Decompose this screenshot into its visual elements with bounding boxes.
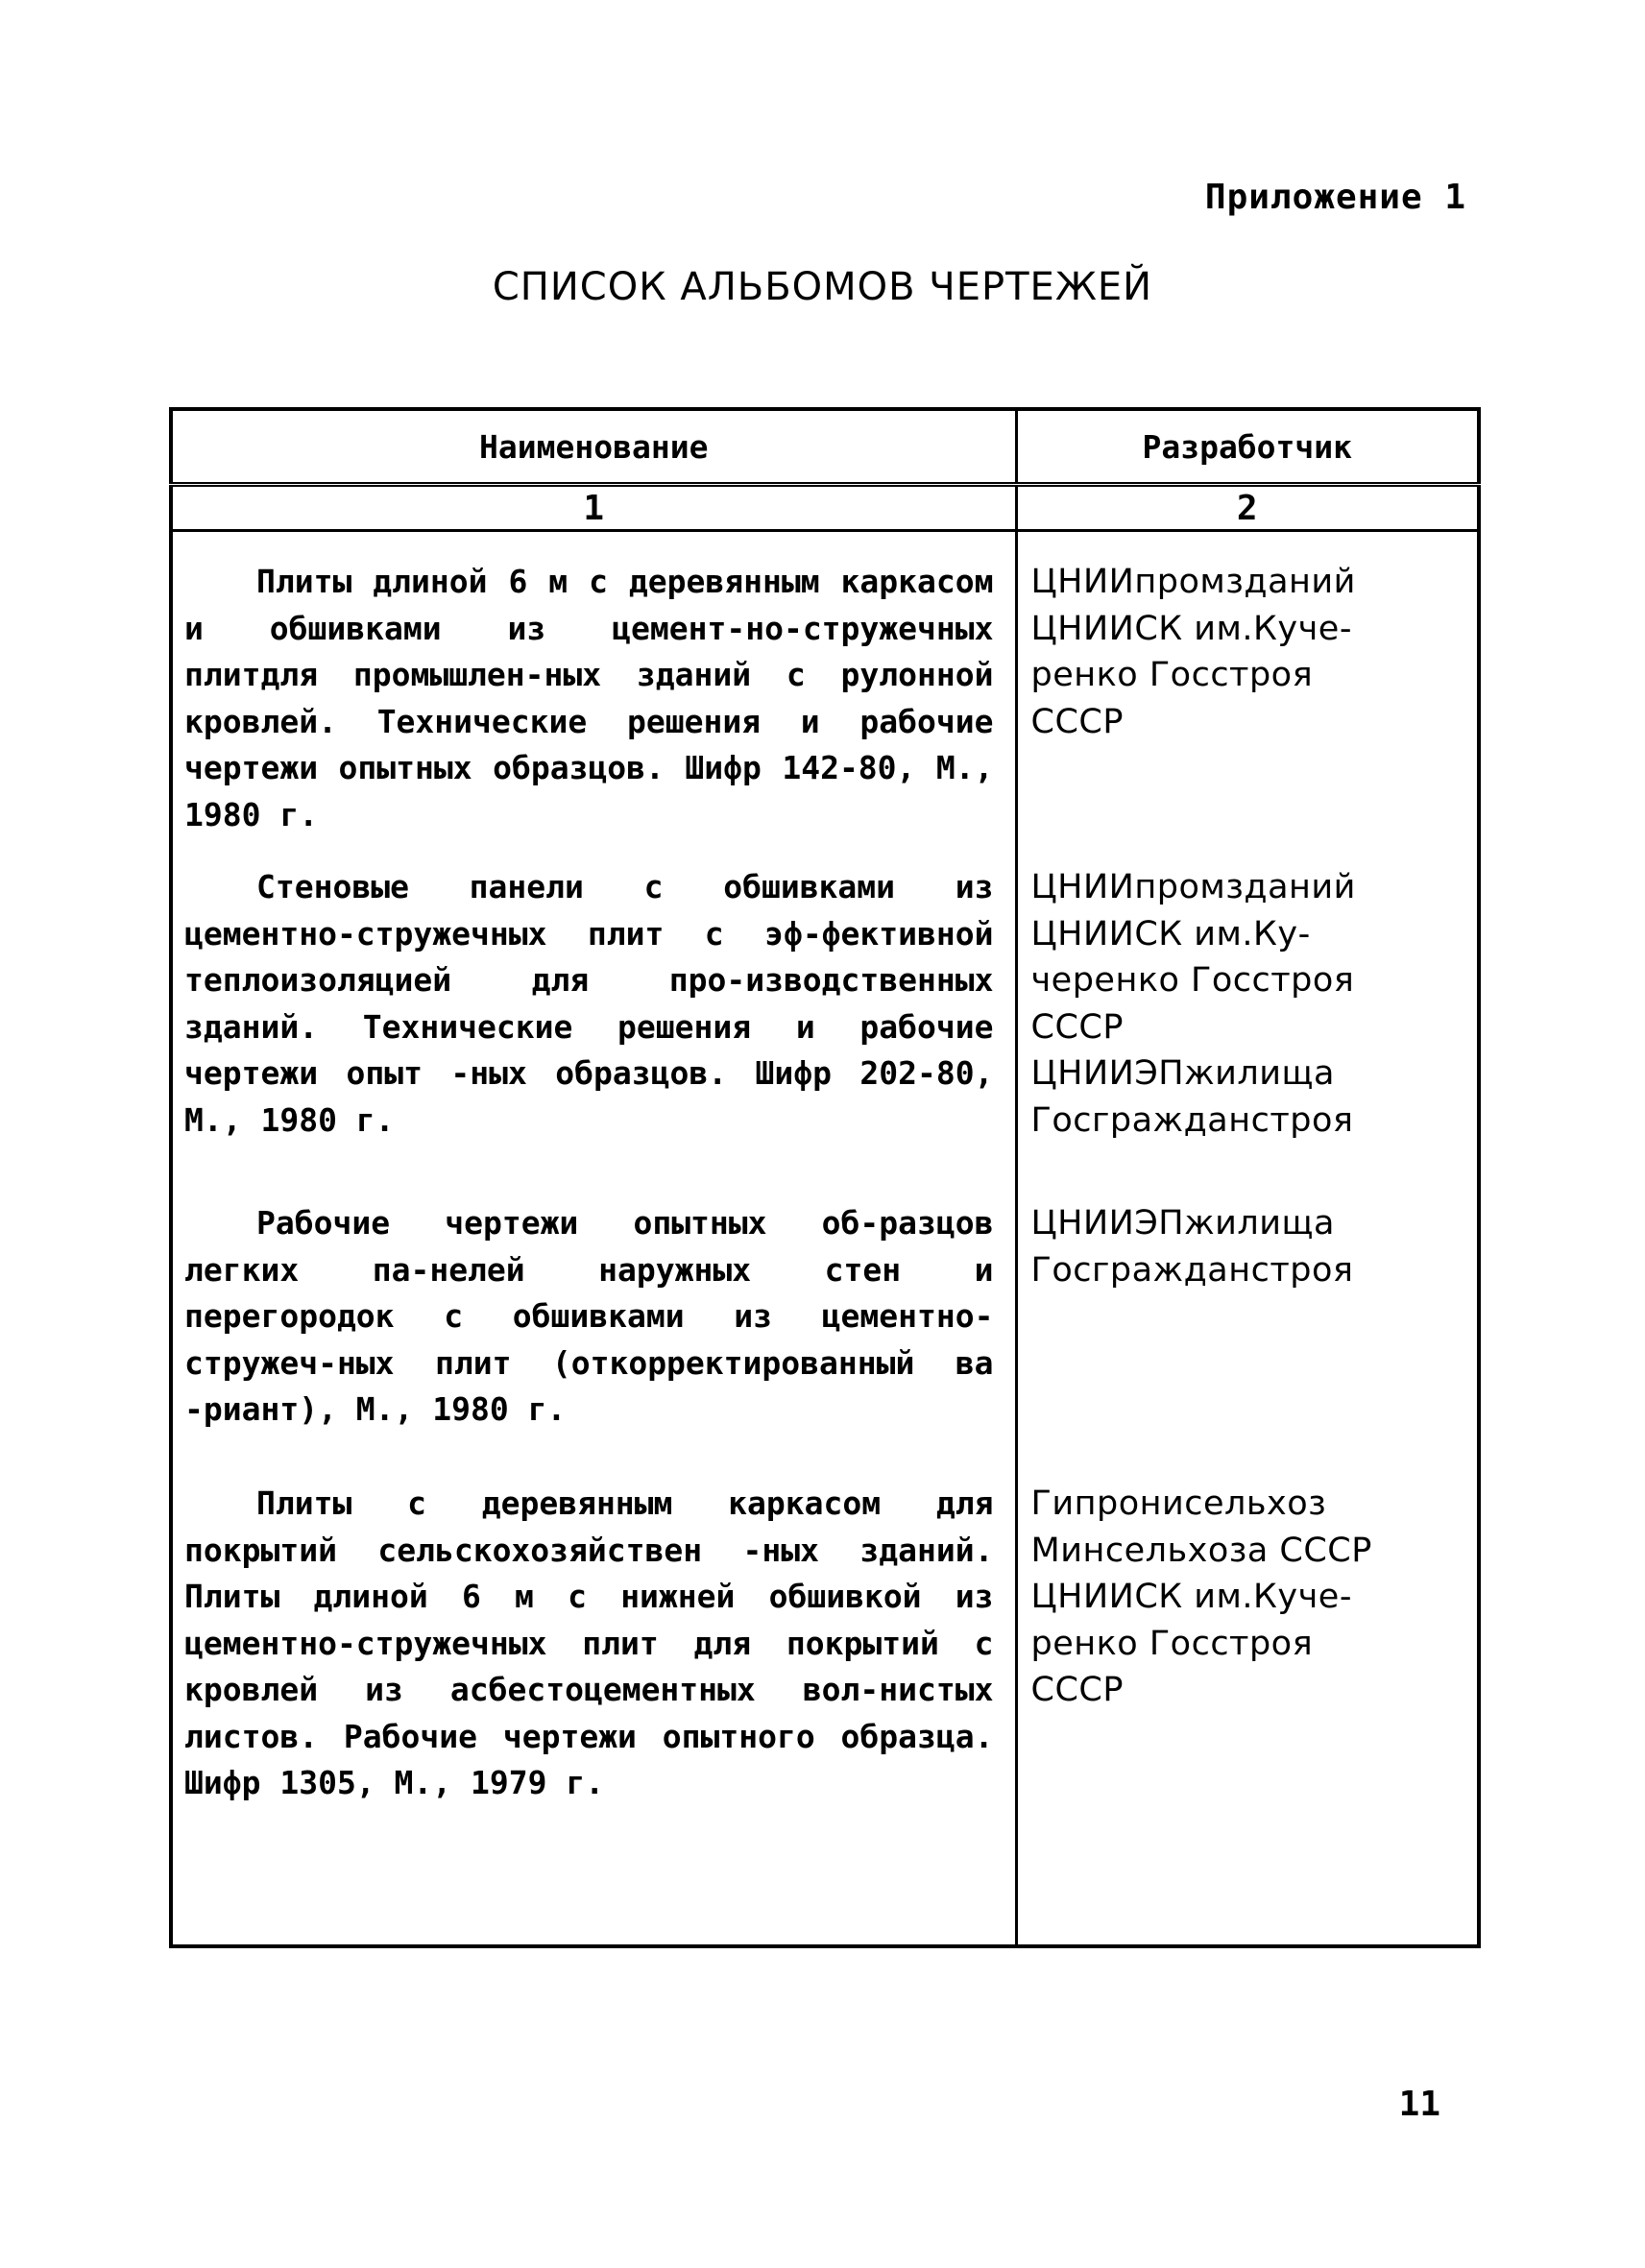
developer-line: ЦНИИЭПжилища: [1030, 1054, 1335, 1093]
developer-cell: [1016, 1481, 1479, 1946]
developer-line: ренко Госстроя: [1030, 1624, 1314, 1663]
album-name: Рабочие чертежи опытных об-разцов легких па-нелей наружных стен и перегородок с обшивками из цементно-стружеч-ных плит (откорректированный ва -риант), М., 1980 г.: [184, 1204, 994, 1428]
album-name-cell: [171, 1200, 1016, 1481]
developer-line: Госгражданстроя: [1030, 1250, 1354, 1290]
developer-line: ЦНИИЭПжилища: [1030, 1204, 1335, 1243]
developer-line: ЦНИИпромзданий: [1030, 868, 1356, 906]
column-header-developer: Разработчик: [1016, 409, 1479, 485]
album-name-cell: [171, 1481, 1016, 1946]
table-header-row: [171, 409, 1479, 485]
developer-line: ЦНИИпромзданий: [1030, 563, 1356, 601]
column-number-row: [171, 485, 1479, 531]
page-title: СПИСОК АЛЬБОМОВ ЧЕРТЕЖЕЙ: [492, 265, 1153, 309]
developer-line: ЦНИИСК им.Куче-: [1030, 1578, 1352, 1616]
developer-cell: [1016, 531, 1479, 865]
developer-line: СССР: [1030, 702, 1124, 741]
developer-line: ренко Госстроя: [1030, 656, 1314, 694]
developer-line: ЦНИИСК им.Куче-: [1030, 609, 1352, 648]
developer-line: СССР: [1030, 1671, 1124, 1709]
developer-line: Гипронисельхоз: [1030, 1484, 1327, 1523]
table-row: [171, 1200, 1479, 1481]
table-row: [171, 864, 1479, 1200]
albums-table: [169, 407, 1481, 1948]
column-number-2: 2: [1016, 485, 1479, 531]
album-name: Плиты с деревянным каркасом для покрытий сельскохозяйствен -ных зданий. Плиты длиной 6 м с нижней обшивкой из цементно-стружечных плит для покрытий с кровлей из асбестоцементных вол-нистых листов. Рабочие чертежи опытного образца. Шифр 1305, М., 1979 г.: [184, 1484, 994, 1801]
album-name-cell: [171, 864, 1016, 1200]
album-name: Стеновые панели с обшивками из цементно-стружечных плит с эф-фективной теплоизоляцией для про-изводственных зданий. Технические решения и рабочие чертежи опыт -ных образцов. Шифр 202-80, М., 1980 г.: [184, 868, 994, 1139]
developer-line: черенко Госстроя: [1030, 961, 1355, 1000]
developer-line: Госгражданстроя: [1030, 1100, 1354, 1140]
developer-cell: [1016, 864, 1479, 1200]
table-row: [171, 531, 1479, 865]
appendix-label: Приложение 1: [1204, 178, 1466, 217]
table-row: [171, 1481, 1479, 1946]
column-header-name: Наименование: [171, 409, 1016, 485]
column-number-1: 1: [171, 485, 1016, 531]
album-name: Плиты длиной 6 м с деревянным каркасом и обшивками из цемент-но-стружечных плитдля промышлен-ных зданий с рулонной кровлей. Технические решения и рабочие чертежи опытных образцов. Шифр 142-80, М., 1980 г.: [184, 563, 994, 833]
developer-cell: [1016, 1200, 1479, 1481]
developer-line: СССР: [1030, 1007, 1124, 1047]
page-number: 11: [1398, 2085, 1440, 2124]
developer-line: Минсельхоза СССР: [1030, 1531, 1372, 1570]
album-name-cell: [171, 531, 1016, 865]
developer-line: ЦНИИСК им.Ку-: [1030, 914, 1311, 953]
